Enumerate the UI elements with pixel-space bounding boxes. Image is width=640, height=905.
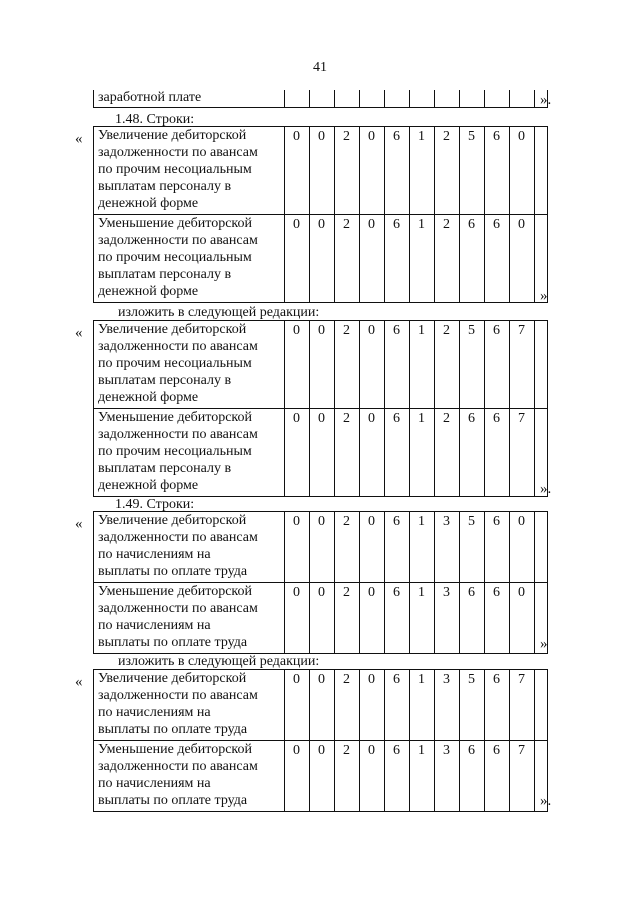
table-row xyxy=(94,512,548,583)
row-label-line: Увеличение дебиторской xyxy=(98,513,247,528)
code-digit: 2 xyxy=(435,215,460,303)
table-row xyxy=(94,741,548,812)
code-digit: 0 xyxy=(310,321,335,409)
close-quote: ». xyxy=(540,92,552,108)
row-label-line: выплатам персоналу в xyxy=(98,267,232,282)
row-label-line: по прочим несоциальным xyxy=(98,162,252,177)
code-digit: 0 xyxy=(310,512,335,583)
code-digit: 3 xyxy=(435,583,460,654)
row-label-line: по прочим несоциальным xyxy=(98,250,252,265)
table-row xyxy=(94,670,548,741)
code-digit: 1 xyxy=(410,321,435,409)
code-digit: 6 xyxy=(385,583,410,654)
code-digit: 2 xyxy=(335,512,360,583)
code-digit: 2 xyxy=(335,127,360,215)
row-label xyxy=(94,321,285,409)
code-digit: 6 xyxy=(385,321,410,409)
code-digit: 1 xyxy=(410,512,435,583)
code-digit: 6 xyxy=(485,583,510,654)
table-row xyxy=(94,215,548,303)
code-digit: 5 xyxy=(460,670,485,741)
code-digit: 6 xyxy=(385,670,410,741)
row-label-line: денежной форме xyxy=(98,284,199,299)
code-digit: 0 xyxy=(310,670,335,741)
code-digit: 2 xyxy=(435,409,460,497)
row-label-line: денежной форме xyxy=(98,196,199,211)
code-digit: 6 xyxy=(460,741,485,812)
row-label-line: Уменьшение дебиторской xyxy=(98,742,253,757)
code-digit: 0 xyxy=(285,670,310,741)
code-digit: 6 xyxy=(485,127,510,215)
section-heading: изложить в следующей редакции: xyxy=(118,654,320,669)
code-digit: 0 xyxy=(285,583,310,654)
code-digit: 7 xyxy=(510,321,535,409)
row-label-line: выплатам персоналу в xyxy=(98,461,232,476)
row-label-line: Увеличение дебиторской xyxy=(98,671,247,686)
empty-cell xyxy=(535,321,548,409)
row-label-line: Уменьшение дебиторской xyxy=(98,410,253,425)
row-label-line: выплаты по оплате труда xyxy=(98,793,248,808)
empty-cell xyxy=(535,583,548,654)
section-heading: изложить в следующей редакции: xyxy=(118,305,320,320)
close-quote: » xyxy=(540,288,548,304)
code-digit: 6 xyxy=(460,583,485,654)
code-digit: 6 xyxy=(485,670,510,741)
code-digit: 6 xyxy=(485,409,510,497)
row-label xyxy=(94,741,285,812)
section-heading: 1.49. Строки: xyxy=(115,497,195,512)
code-digit: 1 xyxy=(410,127,435,215)
code-digit: 2 xyxy=(435,127,460,215)
code-digit: 0 xyxy=(360,215,385,303)
code-digit: 0 xyxy=(360,583,385,654)
table-row xyxy=(94,583,548,654)
code-digit: 6 xyxy=(385,741,410,812)
code-digit: 0 xyxy=(360,127,385,215)
code-digit: 7 xyxy=(510,409,535,497)
row-label: заработной плате xyxy=(94,90,285,108)
code-digit: 0 xyxy=(285,321,310,409)
row-label-line: по прочим несоциальным xyxy=(98,356,252,371)
empty-cell xyxy=(535,741,548,812)
code-table xyxy=(93,669,548,812)
code-digit: 0 xyxy=(510,127,535,215)
code-digit: 0 xyxy=(510,583,535,654)
code-digit: 0 xyxy=(310,127,335,215)
code-digit: 0 xyxy=(510,215,535,303)
code-digit: 0 xyxy=(285,215,310,303)
code-digit: 0 xyxy=(360,409,385,497)
code-digit: 7 xyxy=(510,741,535,812)
code-digit: 0 xyxy=(310,215,335,303)
open-quote: « xyxy=(75,516,83,532)
code-digit: 6 xyxy=(460,409,485,497)
code-digit: 0 xyxy=(310,583,335,654)
page-number: 41 xyxy=(313,60,327,75)
code-digit: 0 xyxy=(510,512,535,583)
empty-cell xyxy=(535,215,548,303)
code-digit: 6 xyxy=(485,741,510,812)
row-label-line: задолженности по авансам xyxy=(98,759,258,774)
code-digit: 6 xyxy=(485,215,510,303)
row-label-line: задолженности по авансам xyxy=(98,688,258,703)
row-label-line: Увеличение дебиторской xyxy=(98,128,247,143)
code-digit: 0 xyxy=(360,670,385,741)
code-digit: 2 xyxy=(335,583,360,654)
row-label-line: выплатам персоналу в xyxy=(98,373,232,388)
table-row xyxy=(94,127,548,215)
code-digit: 3 xyxy=(435,512,460,583)
code-digit: 5 xyxy=(460,321,485,409)
code-digit: 0 xyxy=(360,321,385,409)
row-label-line: по прочим несоциальным xyxy=(98,444,252,459)
code-digit: 1 xyxy=(410,741,435,812)
continuation-table xyxy=(93,90,548,108)
code-digit: 0 xyxy=(285,127,310,215)
code-digit: 3 xyxy=(435,741,460,812)
row-label xyxy=(94,512,285,583)
row-label xyxy=(94,409,285,497)
code-digit: 2 xyxy=(335,321,360,409)
row-label xyxy=(94,215,285,303)
open-quote: « xyxy=(75,674,83,690)
empty-cell xyxy=(535,127,548,215)
row-label xyxy=(94,127,285,215)
table-row xyxy=(94,90,548,108)
row-label-line: выплаты по оплате труда xyxy=(98,564,248,579)
row-label-line: задолженности по авансам xyxy=(98,530,258,545)
row-label-line: по начислениям на xyxy=(98,776,211,791)
code-digit: 0 xyxy=(285,741,310,812)
code-digit: 6 xyxy=(460,215,485,303)
table-row xyxy=(94,409,548,497)
section-heading: 1.48. Строки: xyxy=(115,112,195,127)
code-digit: 2 xyxy=(335,670,360,741)
close-quote: ». xyxy=(540,793,552,809)
row-label-line: задолженности по авансам xyxy=(98,145,258,160)
empty-cell xyxy=(535,670,548,741)
code-table xyxy=(93,320,548,497)
row-label-line: по начислениям на xyxy=(98,618,211,633)
code-digit: 6 xyxy=(385,409,410,497)
close-quote: ». xyxy=(540,481,552,497)
code-digit: 0 xyxy=(310,409,335,497)
code-digit: 6 xyxy=(485,321,510,409)
code-digit: 5 xyxy=(460,512,485,583)
code-digit: 1 xyxy=(410,670,435,741)
row-label-line: Увеличение дебиторской xyxy=(98,322,247,337)
row-label-line: задолженности по авансам xyxy=(98,427,258,442)
row-label-line: Уменьшение дебиторской xyxy=(98,584,253,599)
row-label-line: денежной форме xyxy=(98,390,199,405)
row-label-line: по начислениям на xyxy=(98,547,211,562)
row-label-line: выплатам персоналу в xyxy=(98,179,232,194)
code-digit: 1 xyxy=(410,583,435,654)
code-digit: 5 xyxy=(460,127,485,215)
empty-cell xyxy=(535,512,548,583)
row-label-line: выплаты по оплате труда xyxy=(98,635,248,650)
code-table xyxy=(93,126,548,303)
code-digit: 7 xyxy=(510,670,535,741)
row-label xyxy=(94,583,285,654)
open-quote: « xyxy=(75,131,83,147)
code-digit: 6 xyxy=(485,512,510,583)
table-row xyxy=(94,321,548,409)
code-digit: 2 xyxy=(335,215,360,303)
row-label-line: задолженности по авансам xyxy=(98,601,258,616)
open-quote: « xyxy=(75,325,83,341)
code-digit: 0 xyxy=(285,512,310,583)
code-digit: 0 xyxy=(285,409,310,497)
row-label-line: Уменьшение дебиторской xyxy=(98,216,253,231)
row-label-line: задолженности по авансам xyxy=(98,339,258,354)
row-label xyxy=(94,670,285,741)
code-table xyxy=(93,511,548,654)
row-label-line: по начислениям на xyxy=(98,705,211,720)
code-digit: 6 xyxy=(385,215,410,303)
code-digit: 1 xyxy=(410,409,435,497)
close-quote: » xyxy=(540,636,548,652)
code-digit: 6 xyxy=(385,512,410,583)
code-digit: 0 xyxy=(360,512,385,583)
code-digit: 1 xyxy=(410,215,435,303)
code-digit: 2 xyxy=(335,741,360,812)
row-label-line: денежной форме xyxy=(98,478,199,493)
code-digit: 3 xyxy=(435,670,460,741)
code-digit: 2 xyxy=(435,321,460,409)
code-digit: 0 xyxy=(310,741,335,812)
code-digit: 2 xyxy=(335,409,360,497)
row-label-line: выплаты по оплате труда xyxy=(98,722,248,737)
row-label-line: задолженности по авансам xyxy=(98,233,258,248)
code-digit: 6 xyxy=(385,127,410,215)
code-digit: 0 xyxy=(360,741,385,812)
empty-cell xyxy=(535,409,548,497)
